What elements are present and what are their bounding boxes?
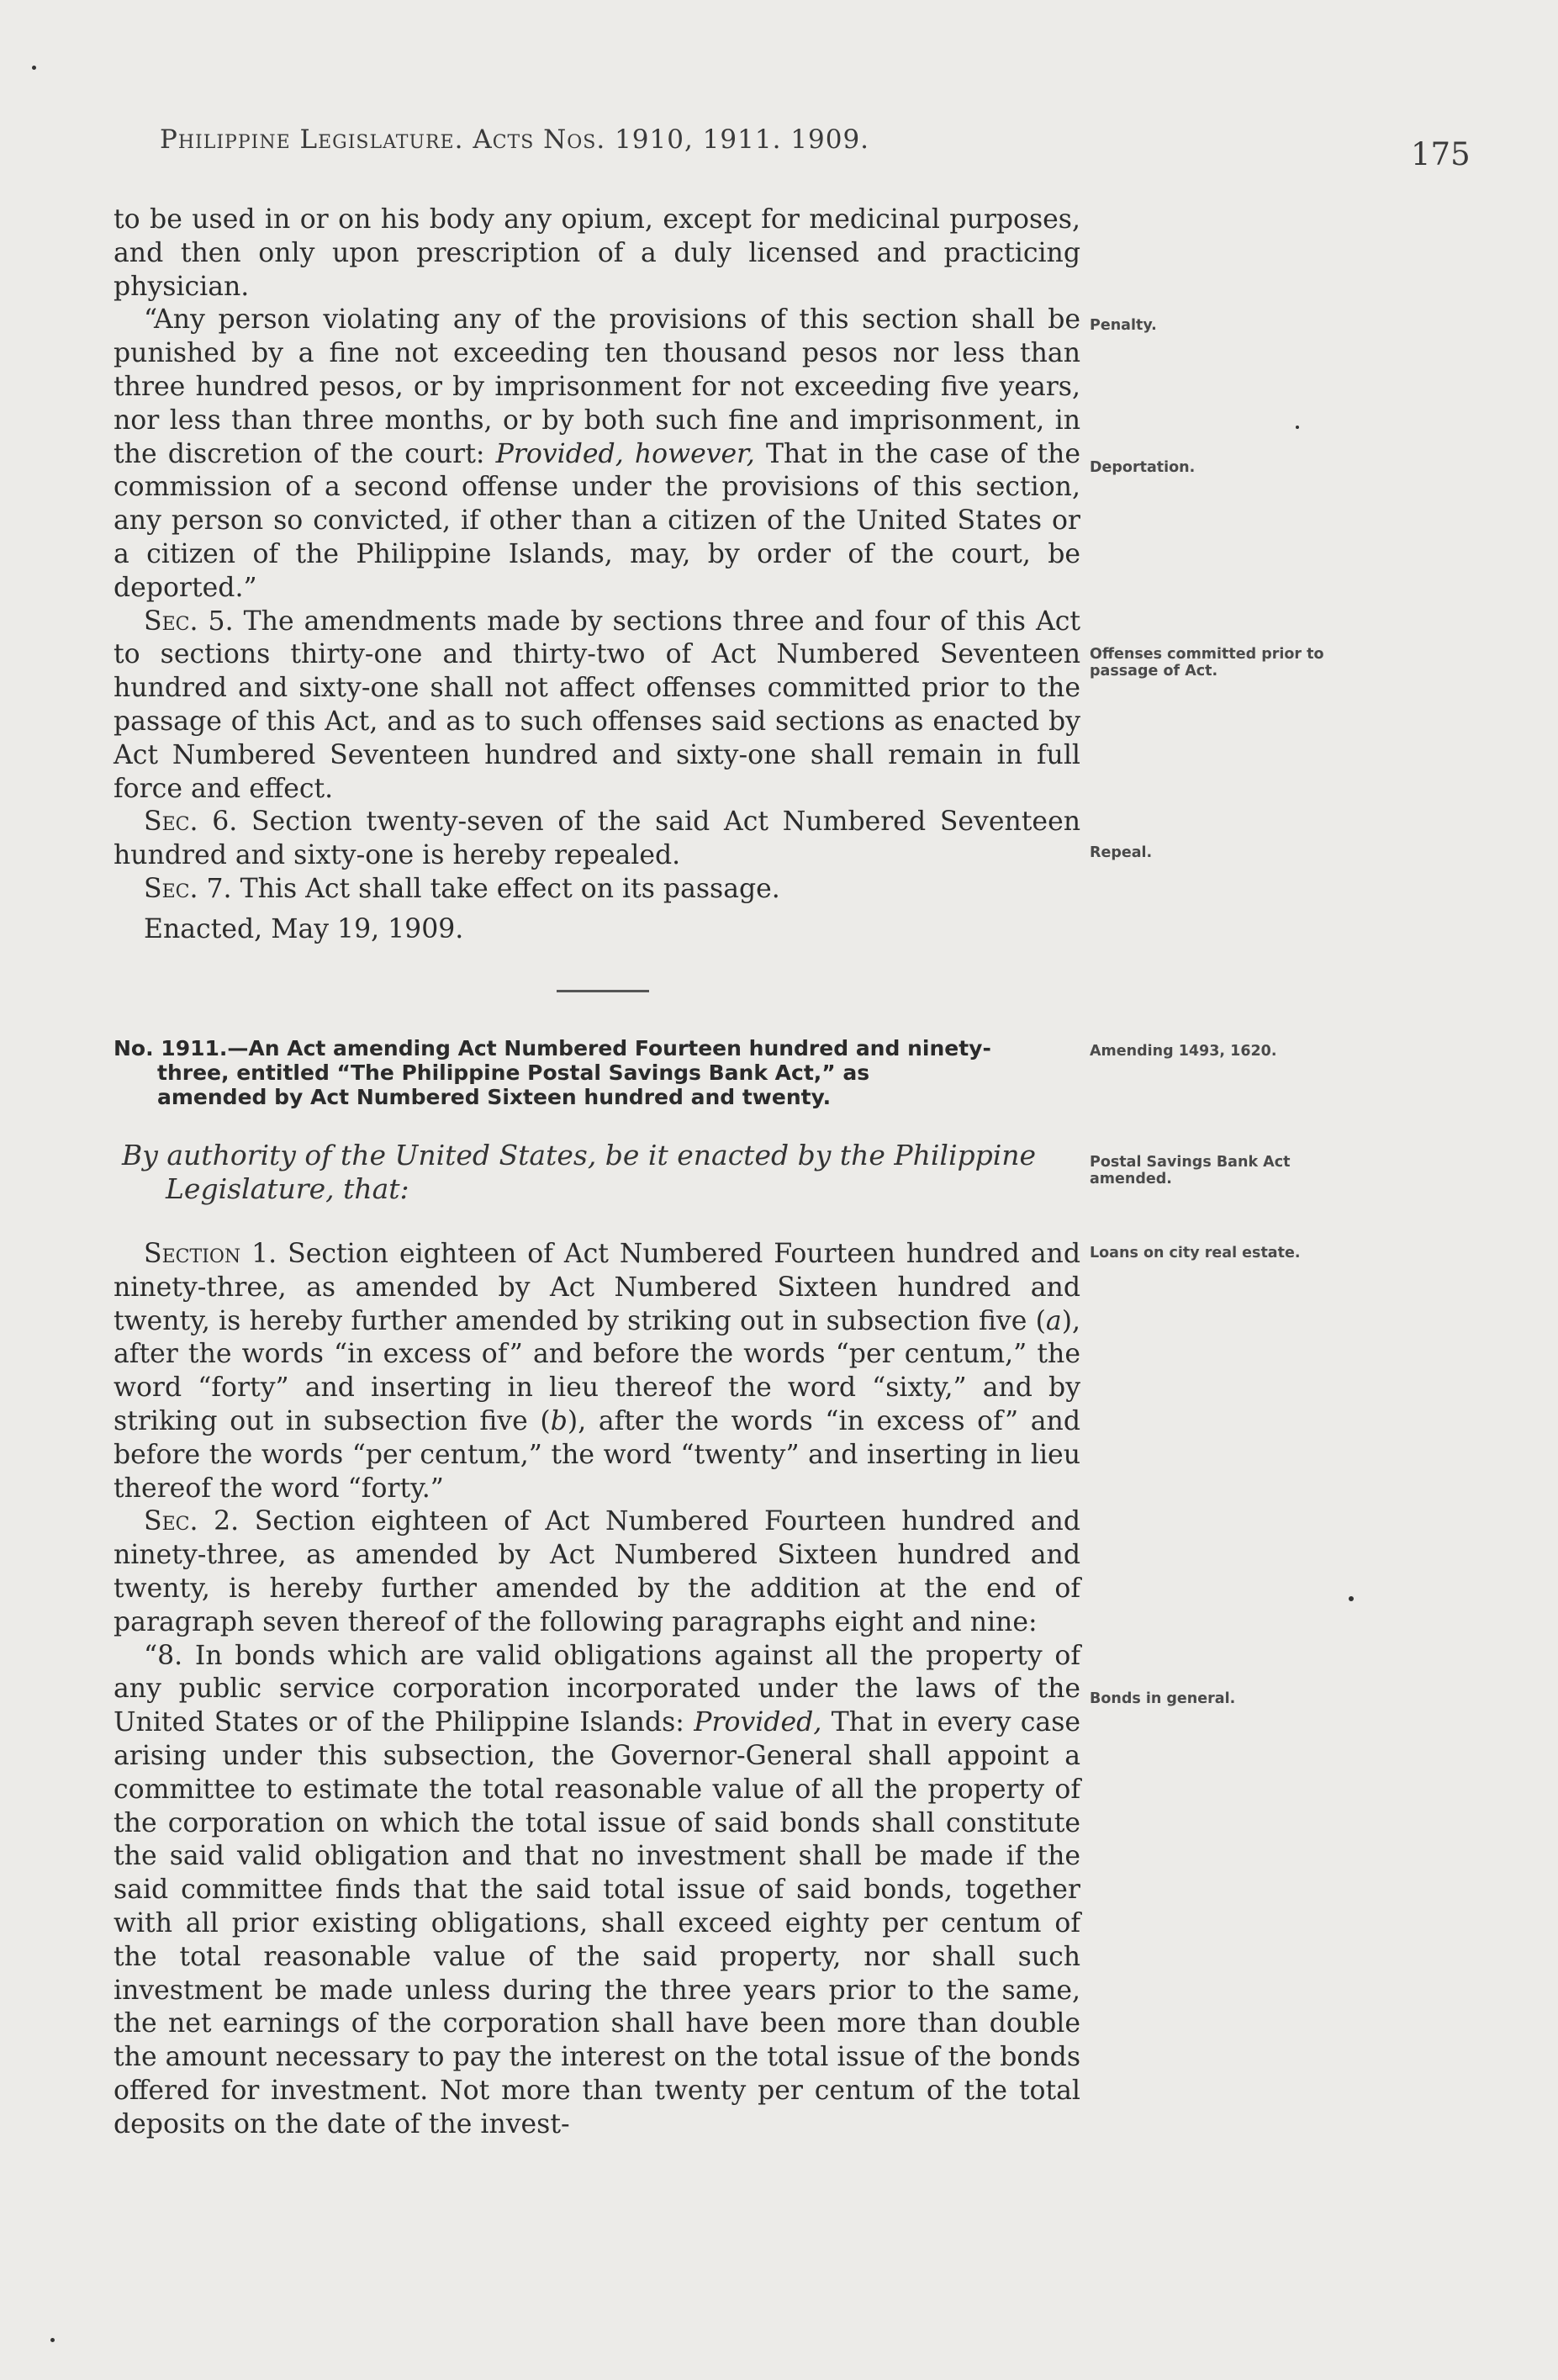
section-7 <box>114 873 1080 907</box>
intro-paragraph: to be used in or on his body any opium, except for medicinal purposes, and then only upon prescription of a duly licensed and practicing physician. <box>114 204 1080 302</box>
penalty-text-b: That in the case of the commission of a second offense under the provisions of this section, any person so convicted, if other than a citizen of the United States or a citizen of the Philippine Islands, may, by order of the court, be deported.” <box>114 438 1080 603</box>
margin-note-postal: Postal Savings Bank Act amended. <box>1090 1154 1291 1187</box>
act-heading-line-1: No. 1911.—An Act amending Act Numbered Fourteen hundred and ninety- <box>114 1036 991 1060</box>
act-1911-heading <box>114 1036 1085 1109</box>
page-number: 175 <box>1411 136 1471 172</box>
p8-provided: Provided, <box>694 1707 822 1738</box>
s1-text-b: ), after the words “in excess of” and before the words “per centum,” the word “forty” and inserting in lieu thereof the word “sixty,” and by striking out in subsection five ( <box>114 1305 1080 1436</box>
act-heading-line-2: three, entitled “The Philippine Postal Savings Bank Act,” as <box>157 1060 870 1085</box>
running-head: Philippine Legislature. Acts Nos. 1910, 1911. 1909. <box>160 124 870 155</box>
s1-letter-a: a <box>1045 1305 1062 1336</box>
section-5 <box>114 606 1080 807</box>
s1-text-a: Section eighteen of Act Numbered Fourteen hundred and ninety-three, as amended by Act Numbered Sixteen hundred and twenty, is hereby further amended by striking out in subsection five ( <box>114 1239 1080 1336</box>
s1-label: Section 1. <box>144 1239 277 1269</box>
s1-text-c: ), after the words “in excess of” and before the words “per centum,” the word “twenty” and inserting in lieu thereof the word “forty.” <box>114 1405 1081 1504</box>
enacting-clause <box>122 1139 1089 1206</box>
p8-text-a: “8. In bonds which are valid obligations against all the property of any public service corporation incorporated under the laws of the United States or of the Philippine Islands: <box>114 1640 1080 1738</box>
section-2 <box>114 1505 1080 1639</box>
enacting-line-1: By authority of the United States, be it enacted by the Philippine <box>122 1139 1037 1171</box>
scan-speck <box>1296 426 1299 429</box>
act-heading-line-3: amended by Act Numbered Sixteen hundred and twenty. <box>157 1085 832 1109</box>
enacted-date: Enacted, May 19, 1909. <box>144 913 464 944</box>
sec6-text: Section twenty-seven of the said Act Numbered Seventeen hundred and sixty-one is hereby repealed. <box>114 807 1081 871</box>
penalty-paragraph <box>114 304 1080 605</box>
provided-however: Provided, however, <box>495 438 755 469</box>
s2-label: Sec. 2. <box>144 1506 240 1537</box>
s2-text: Section eighteen of Act Numbered Fourteen hundred and ninety-three, as amended by Act Numbered Sixteen hundred and twenty, is hereby further amended by the addition at the end of paragraph seven thereof of the following paragraphs eight and nine: <box>114 1506 1080 1637</box>
margin-note-loans: Loans on city real estate. <box>1090 1245 1301 1261</box>
margin-note-offenses: Offenses committed prior to passage of Act. <box>1090 646 1324 680</box>
sec7-text: This Act shall take effect on its passage. <box>231 873 780 904</box>
margin-note-amending: Amending 1493, 1620. <box>1090 1043 1277 1060</box>
scan-speck <box>1349 1596 1354 1601</box>
act-1911-body <box>114 1238 1080 2142</box>
margin-note-bonds: Bonds in general. <box>1090 1690 1236 1707</box>
sec6-label: Sec. 6. <box>144 807 238 838</box>
paragraph-8 <box>114 1640 1080 2142</box>
act-1910-continuation <box>114 204 1080 947</box>
sec5-label: Sec. 5. <box>144 606 234 637</box>
penalty-text-a: “Any person violating any of the provisions of this section shall be punished by a fine not exceeding ten thousand pesos nor less than three hundred pesos, or by imprisonment for not exceeding five years, nor less than three months, or by both such fine and imprisonment, in the discretion of the court: <box>114 304 1080 469</box>
enacting-line-2: Legislature, that: <box>166 1172 409 1205</box>
p8-text-b: That in every case arising under this subsection, the Governor-General shall appoint a committee to estimate the total reasonable value of all the property of the corporation on which the total issue of said bonds shall constitute the said valid obligation and that no investment shall be made if the said committee finds that the said total issue of said bonds, together with all prior existing obligations, shall exceed eighty per centum of the total reasonable value of the said property, nor shall such investment be made unless during the three years prior to the same, the net earnings of the corporation shall have been more than double the amount necessary to pay the interest on the total issue of the bonds offered for investment. Not more than twenty per centum of the total deposits on the date of the invest- <box>114 1707 1080 2139</box>
margin-note-penalty: Penalty. <box>1090 317 1157 334</box>
margin-note-repeal: Repeal. <box>1090 844 1153 861</box>
scan-speck <box>50 2338 55 2342</box>
section-1 <box>114 1238 1080 1505</box>
scan-speck <box>32 66 36 70</box>
section-divider-rule <box>557 990 649 992</box>
s1-letter-b: b <box>550 1405 568 1436</box>
sec7-label: Sec. 7. <box>144 873 232 904</box>
section-6 <box>114 806 1080 873</box>
sec5-text: The amendments made by sections three and four of this Act to sections thirty-one and thirty-two of Act Numbered Seventeen hundred and sixty-one shall not affect offenses committed prior to the passage of this Act, and as to such offenses said sections as enacted by Act Numbered Seventeen hundred and sixty-one shall remain in full force and effect. <box>114 606 1080 804</box>
margin-note-deportation: Deportation. <box>1090 459 1196 476</box>
